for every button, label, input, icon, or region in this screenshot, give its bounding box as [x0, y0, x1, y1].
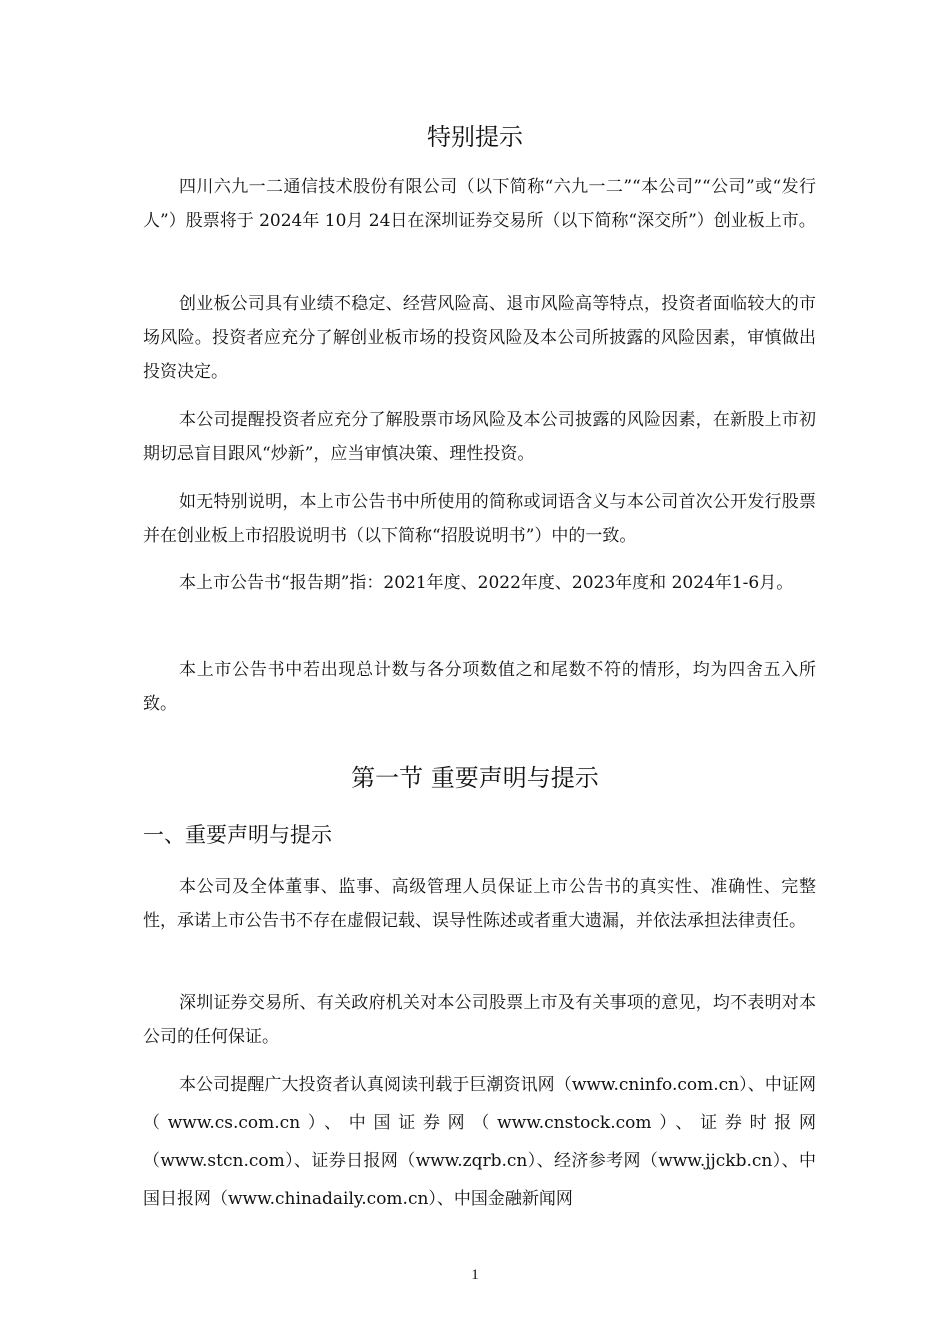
section-1-subheading: 一、重要声明与提示	[143, 823, 332, 847]
notice-paragraph-3: 本公司提醒投资者应充分了解股票市场风险及本公司披露的风险因素，在新股上市初期切忌盲目跟风“炒新”，应当审慎决策、理性投资。	[143, 410, 816, 464]
notice-paragraph-2: 创业板公司具有业绩不稳定、经营风险高、退市风险高等特点，投资者面临较大的市场风险。投资者应充分了解创业板市场的投资风险及本公司所披露的风险因素，审慎做出投资决定。	[143, 294, 816, 382]
special-notice-title: 特别提示	[427, 123, 523, 151]
statement-paragraph-1: 本公司及全体董事、监事、高级管理人员保证上市公告书的真实性、准确性、完整性，承诺上市公告书不存在虚假记载、误导性陈述或者重大遗漏，并依法承担法律责任。	[143, 877, 816, 931]
page-number: 1	[471, 1267, 479, 1283]
notice-paragraph-4: 如无特别说明，本上市公告书中所使用的简称或词语含义与本公司首次公开发行股票并在创业板上市招股说明书（以下简称“招股说明书”）中的一致。	[143, 492, 816, 546]
section-1-title: 第一节 重要声明与提示	[351, 764, 599, 792]
notice-paragraph-5: 本上市公告书“报告期”指：2021年度、2022年度、2023年度和 2024年1-6月。	[179, 573, 794, 593]
statement-paragraph-2: 深圳证券交易所、有关政府机关对本公司股票上市及有关事项的意见，均不表明对本公司的任何保证。	[143, 993, 816, 1047]
notice-paragraph-1: 四川六九一二通信技术股份有限公司（以下简称“六九一二”“本公司”“公司”或“发行人”）股票将于 2024年 10月 24日在深圳证券交易所（以下简称“深交所”）创业板上市。	[143, 177, 816, 231]
statement-paragraph-3: 本公司提醒广大投资者认真阅读刊载于巨潮资讯网（www.cninfo.com.cn）、中证网（www.cs.com.cn）、中国证券网（www.cnstock.com）、证券时报网（www.stcn.com）、证券日报网（www.zqrb.cn）、经济参考网（www.jjckb.cn）、中国日报网（www.chinadaily.com.cn）、中国金融新闻网	[143, 1075, 816, 1209]
notice-paragraph-6: 本上市公告书中若出现总计数与各分项数值之和尾数不符的情形，均为四舍五入所致。	[143, 660, 816, 714]
